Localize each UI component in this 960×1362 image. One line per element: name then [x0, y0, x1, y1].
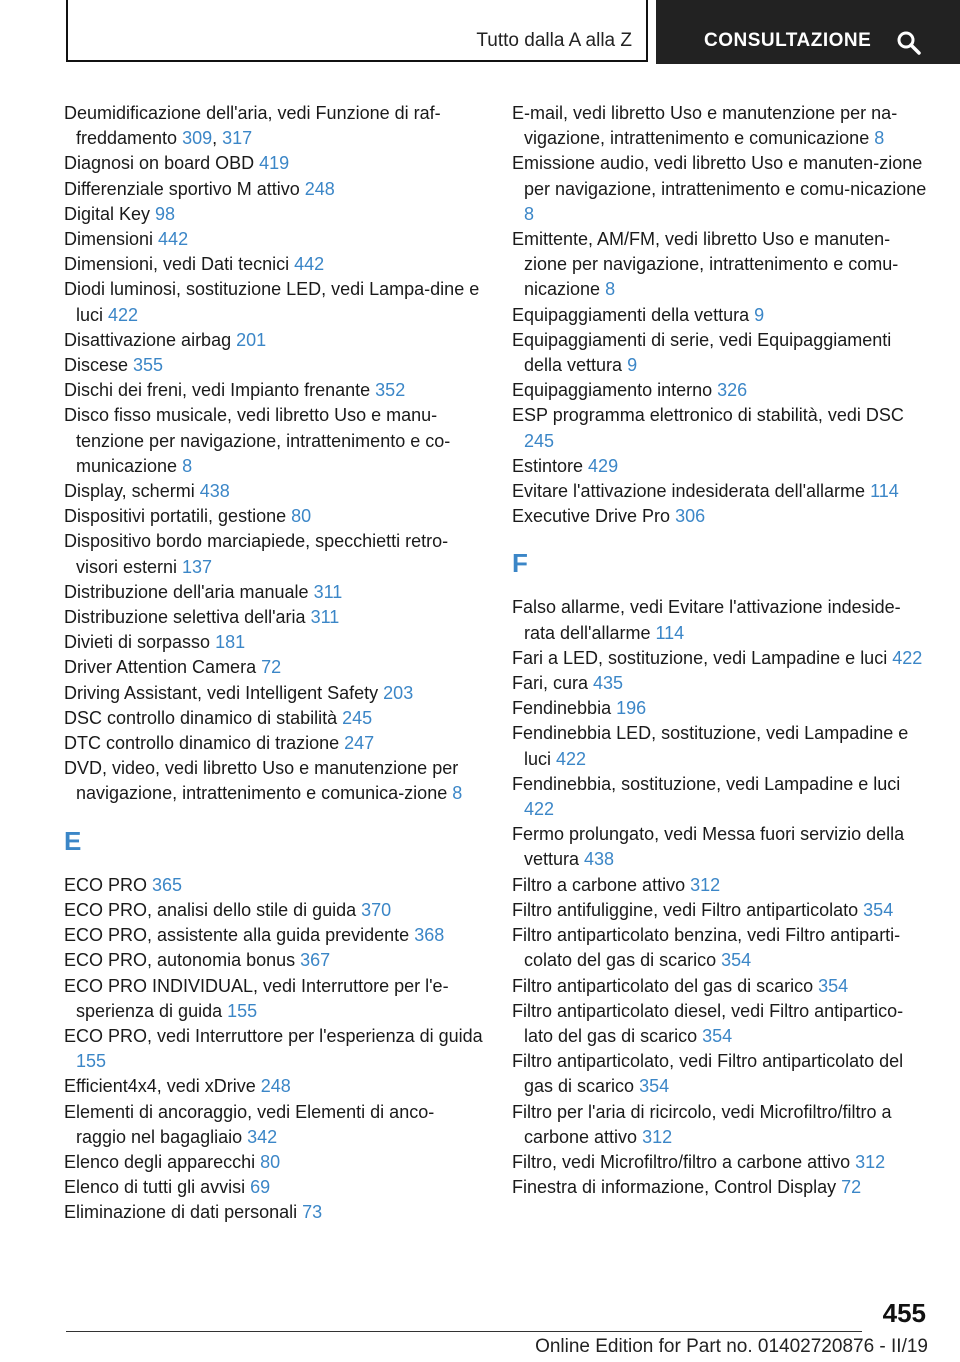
index-entry-text: ECO PRO, assistente alla guida previdente: [64, 925, 415, 946]
index-entry: [512, 378, 930, 403]
index-entry: [512, 696, 930, 721]
index-entry: [64, 731, 484, 756]
index-entry: [64, 202, 484, 227]
index-entry-text: Display, schermi: [64, 481, 200, 502]
page-reference-link[interactable]: 72: [261, 657, 282, 678]
index-entry-text: Diodi luminosi, sostituzione LED, vedi Lampa-dine e luci: [64, 279, 480, 325]
index-entry: [64, 706, 484, 731]
index-entry-text: Filtro antiparticolato benzina, vedi Filtro antiparti-colato del gas di scarico: [512, 925, 901, 971]
index-entry-text: Eliminazione di dati personali: [64, 1202, 303, 1223]
index-entry: [512, 504, 930, 529]
index-entry-text: Fendinebbia, sostituzione, vedi Lampadine e luci: [512, 773, 901, 794]
index-entry: [64, 1100, 484, 1150]
index-entry: [512, 328, 930, 378]
index-entry: [512, 1175, 930, 1200]
index-entry: [64, 756, 484, 806]
page-reference-link[interactable]: 354: [818, 975, 849, 996]
index-entry: [64, 655, 484, 680]
index-entry: [64, 1200, 484, 1225]
search-icon[interactable]: [896, 30, 922, 56]
index-entry: [512, 101, 930, 151]
page-reference-link[interactable]: 422: [108, 304, 139, 325]
page-reference-link[interactable]: 72: [841, 1177, 862, 1198]
page-reference-link[interactable]: 248: [260, 1076, 291, 1097]
edition-text: Online Edition for Part no. 01402720876 - II/19: [535, 1336, 928, 1357]
index-entry: [64, 1074, 484, 1099]
index-entry: [64, 898, 484, 923]
page-reference-link[interactable]: 8: [605, 279, 616, 300]
index-entry: [64, 177, 484, 202]
page-reference-link[interactable]: 326: [717, 380, 748, 401]
section-title: Tutto dalla A alla Z: [476, 30, 632, 51]
page-reference-link[interactable]: 370: [361, 899, 392, 920]
index-entry: [512, 646, 930, 671]
index-entry-text: Diagnosi on board OBD: [64, 153, 260, 174]
index-entry-text: Dimensioni, vedi Dati tecnici: [64, 254, 295, 275]
page-reference-link[interactable]: 245: [524, 430, 555, 451]
chapter-tab[interactable]: [656, 0, 960, 64]
index-entry-text: ECO PRO, autonomia bonus: [64, 950, 301, 971]
index-entry-text: Filtro antiparticolato, vedi Filtro antiparticolato del gas di scarico: [512, 1051, 904, 1097]
index-entry: [512, 923, 930, 973]
index-entry-text: Equipaggiamento interno: [512, 380, 718, 401]
page-reference-link[interactable]: 442: [158, 229, 189, 250]
index-entry: [64, 1024, 484, 1074]
index-entry: [512, 1150, 930, 1175]
index-entry-text: Disattivazione airbag: [64, 329, 237, 350]
index-entry-text: Finestra di informazione, Control Display: [512, 1177, 842, 1198]
index-entry: [64, 948, 484, 973]
index-entry-text: Differenziale sportivo M attivo: [64, 178, 305, 199]
page-reference-link[interactable]: 203: [383, 682, 414, 703]
page-reference-link[interactable]: 196: [616, 698, 647, 719]
index-entry: [64, 151, 484, 176]
index-entry-text: Distribuzione selettiva dell'aria: [64, 607, 311, 628]
index-entry: [64, 605, 484, 630]
index-entry-text: Elenco di tutti gli avvisi: [64, 1177, 251, 1198]
index-entry: [512, 974, 930, 999]
index-entry-text: Fari, cura: [512, 673, 594, 694]
index-entry-text: Equipaggiamenti di serie, vedi Equipaggiamenti della vettura: [512, 329, 892, 376]
index-entry-text: ECO PRO, analisi dello stile di guida: [64, 899, 362, 920]
index-entry: [64, 1175, 484, 1200]
index-entry-text: Equipaggiamenti della vettura: [512, 304, 755, 325]
page-reference-link[interactable]: 365: [152, 874, 183, 895]
index-entry: [64, 630, 484, 655]
index-entry-text: Distribuzione dell'aria manuale: [64, 581, 314, 602]
page-reference-link[interactable]: 442: [294, 254, 325, 275]
page-reference-link[interactable]: 155: [227, 1000, 258, 1021]
index-entry: [64, 923, 484, 948]
index-entry-text: DTC controllo dinamico di trazione: [64, 733, 345, 754]
page-reference-link[interactable]: 354: [721, 950, 752, 971]
index-entry-text: Dispositivi portatili, gestione: [64, 506, 292, 527]
index-entry: [512, 772, 930, 822]
page-reference-link[interactable]: 8: [874, 128, 885, 149]
index-entry: [512, 898, 930, 923]
page-reference-link[interactable]: 98: [155, 203, 176, 224]
index-entry-text: Filtro antifuliggine, vedi Filtro antiparticolato: [512, 899, 864, 920]
page-reference-link[interactable]: 312: [855, 1151, 886, 1172]
page-reference-link[interactable]: 73: [302, 1202, 323, 1223]
index-entry-text: Dimensioni: [64, 229, 159, 250]
index-entry: [512, 1049, 930, 1099]
index-entry-text: Emittente, AM/FM, vedi libretto Uso e manuten-zione per navigazione, intrattenimento e comu-nicazione: [512, 229, 899, 300]
page-reference-link[interactable]: 354: [639, 1076, 670, 1097]
index-entry: [512, 999, 930, 1049]
index-entry: [64, 403, 484, 479]
index-entry-text: Fendinebbia: [512, 698, 617, 719]
page-reference-link[interactable]: 9: [627, 355, 638, 376]
index-entry: [512, 721, 930, 771]
index-entry-text: Filtro antiparticolato del gas di scarico: [512, 975, 819, 996]
page-reference-link[interactable]: 114: [655, 622, 685, 643]
index-entry: [512, 822, 930, 872]
index-entry-text: Elementi di ancoraggio, vedi Elementi di anco-raggio nel bagagliaio: [64, 1101, 435, 1147]
page-reference-link[interactable]: 80: [291, 506, 312, 527]
index-entry: [64, 974, 484, 1024]
page-reference-link[interactable]: 342: [247, 1126, 278, 1147]
index-entry: [64, 873, 484, 898]
index-letter-heading: E: [64, 825, 82, 856]
index-column-left: [64, 101, 484, 1226]
page-reference-link[interactable]: 355: [133, 355, 164, 376]
index-entry-text: Deumidificazione dell'aria, vedi Funzione di raf-freddamento: [64, 103, 441, 149]
index-entry-text: Estintore: [512, 455, 589, 476]
page-reference-link[interactable]: 181: [215, 632, 246, 653]
index-column-right: [512, 101, 930, 1200]
header-section-box: [66, 0, 648, 62]
page-reference-link[interactable]: 80: [260, 1151, 281, 1172]
index-entry-text: Dispositivo bordo marciapiede, specchietti retro-visori esterni: [64, 531, 449, 577]
index-entry: [512, 303, 930, 328]
index-entry-text: ECO PRO, vedi Interruttore per l'esperienza di guida: [64, 1025, 483, 1046]
index-entry-text: Executive Drive Pro: [512, 506, 676, 527]
page-reference-link[interactable]: 8: [452, 783, 463, 804]
page-reference-link[interactable]: 114: [870, 481, 899, 502]
index-entry-text: Divieti di sorpasso: [64, 632, 216, 653]
index-entry-text: Emissione audio, vedi libretto Uso e manuten-zione per navigazione, intrattenimento e comu-nicazione: [512, 153, 927, 199]
index-entry: [64, 328, 484, 353]
index-entry-text: Elenco degli apparecchi: [64, 1151, 261, 1172]
index-entry: [512, 1100, 930, 1150]
index-entry: [64, 681, 484, 706]
index-entry-text: Disco fisso musicale, vedi libretto Uso e manu-tenzione per navigazione, intrattenimento e co-municazione: [64, 405, 451, 476]
index-entry: Deumidificazione dell'aria, vedi Funzione di raf-freddamento 309, 317: [64, 103, 441, 149]
page-reference-link[interactable]: 8: [182, 455, 193, 476]
page-reference-link[interactable]: 354: [863, 899, 894, 920]
index-entry-text: ECO PRO INDIVIDUAL, vedi Interruttore per l'e-sperienza di guida: [64, 975, 449, 1021]
page-reference-link[interactable]: 312: [642, 1126, 673, 1147]
footer-divider: [66, 1331, 862, 1332]
page-reference-link[interactable]: 8: [524, 203, 535, 224]
index-entry-text: Filtro per l'aria di ricircolo, vedi Microfiltro/filtro a carbone attivo: [512, 1101, 892, 1147]
index-entry-text: Filtro a carbone attivo: [512, 874, 691, 895]
index-entry: [64, 353, 484, 378]
page-reference-link[interactable]: 248: [304, 178, 335, 199]
index-entry: [64, 227, 484, 252]
index-entry-text: E-mail, vedi libretto Uso e manutenzione per na-vigazione, intrattenimento e comunicazione: [512, 103, 898, 149]
page-reference-link[interactable]: 311: [310, 607, 340, 628]
page-reference-link[interactable]: 245: [342, 707, 373, 728]
index-entry-text: Evitare l'attivazione indesiderata dell'allarme: [512, 481, 871, 502]
page-reference-link[interactable]: 9: [754, 304, 765, 325]
page-reference-link[interactable]: 317: [222, 128, 253, 149]
page-number: 455: [882, 1298, 926, 1328]
page-reference-link[interactable]: 306: [675, 506, 706, 527]
index-entry: [512, 454, 930, 479]
page-reference-link[interactable]: 368: [414, 925, 445, 946]
index-entry: [64, 479, 484, 504]
index-letter-heading: F: [512, 548, 528, 579]
index-entry: [64, 580, 484, 605]
page-reference-link[interactable]: 419: [259, 153, 290, 174]
index-entry-text: DSC controllo dinamico di stabilità: [64, 707, 343, 728]
page-reference-link[interactable]: 312: [690, 874, 721, 895]
index-entry-text: Fari a LED, sostituzione, vedi Lampadine e luci: [512, 647, 893, 668]
index-entry: [512, 671, 930, 696]
index-entry: [64, 504, 484, 529]
index-entry-text: DVD, video, vedi libretto Uso e manutenzione per navigazione, intrattenimento e comunica-zione: [64, 758, 459, 804]
index-entry: [64, 378, 484, 403]
page-reference-link[interactable]: 201: [236, 329, 267, 350]
index-entry-text: Fermo prolungato, vedi Messa fuori servizio della vettura: [512, 824, 905, 870]
page-reference-link[interactable]: 352: [375, 380, 406, 401]
page-reference-link[interactable]: 69: [250, 1177, 271, 1198]
index-entry-text: Digital Key: [64, 203, 156, 224]
chapter-tab-label: CONSULTAZIONE: [704, 30, 872, 51]
index-entry: [64, 252, 484, 277]
index-entry: [512, 873, 930, 898]
page-reference-link[interactable]: 438: [584, 849, 615, 870]
page-reference-link[interactable]: 438: [199, 481, 230, 502]
page-reference-link[interactable]: 354: [702, 1025, 733, 1046]
index-entry-text: ECO PRO: [64, 874, 153, 895]
index-entry: [64, 1150, 484, 1175]
index-entry-text: ESP programma elettronico di stabilità, vedi DSC: [512, 405, 904, 426]
index-entry-text: Dischi dei freni, vedi Impianto frenante: [64, 380, 376, 401]
page-reference-link[interactable]: 429: [588, 455, 619, 476]
index-entry-text: Filtro, vedi Microfiltro/filtro a carbone attivo: [512, 1151, 856, 1172]
index-entry: [512, 151, 930, 227]
page-reference-link[interactable]: 422: [892, 647, 923, 668]
page-reference-link[interactable]: 137: [182, 556, 213, 577]
page-reference-link[interactable]: 311: [313, 581, 343, 602]
index-entry: [512, 227, 930, 303]
index-entry: [512, 403, 930, 453]
index-entry: [512, 479, 930, 504]
page-reference-link[interactable]: 435: [593, 673, 624, 694]
page-reference-link[interactable]: 422: [556, 748, 587, 769]
page-reference-link[interactable]: 155: [76, 1051, 107, 1072]
page-reference-link[interactable]: 422: [524, 799, 555, 820]
index-entry-text: Driving Assistant, vedi Intelligent Safety: [64, 682, 384, 703]
index-entry: [64, 277, 484, 327]
page-reference-link[interactable]: 247: [344, 733, 375, 754]
index-entry: [64, 529, 484, 579]
index-entry-text: Filtro antiparticolato diesel, vedi Filtro antipartico-lato del gas di scarico: [512, 1000, 904, 1046]
page-reference-link[interactable]: 309: [182, 128, 213, 149]
index-entry: [512, 595, 930, 645]
index-entry-text: Discese: [64, 355, 134, 376]
page-reference-link[interactable]: 367: [300, 950, 331, 971]
index-entry-text: Falso allarme, vedi Evitare l'attivazione indeside-rata dell'allarme: [512, 597, 901, 643]
index-entry-text: Efficient4x4, vedi xDrive: [64, 1076, 261, 1097]
index-entry-text: Fendinebbia LED, sostituzione, vedi Lampadine e luci: [512, 723, 909, 769]
index-entry-text: Driver Attention Camera: [64, 657, 262, 678]
